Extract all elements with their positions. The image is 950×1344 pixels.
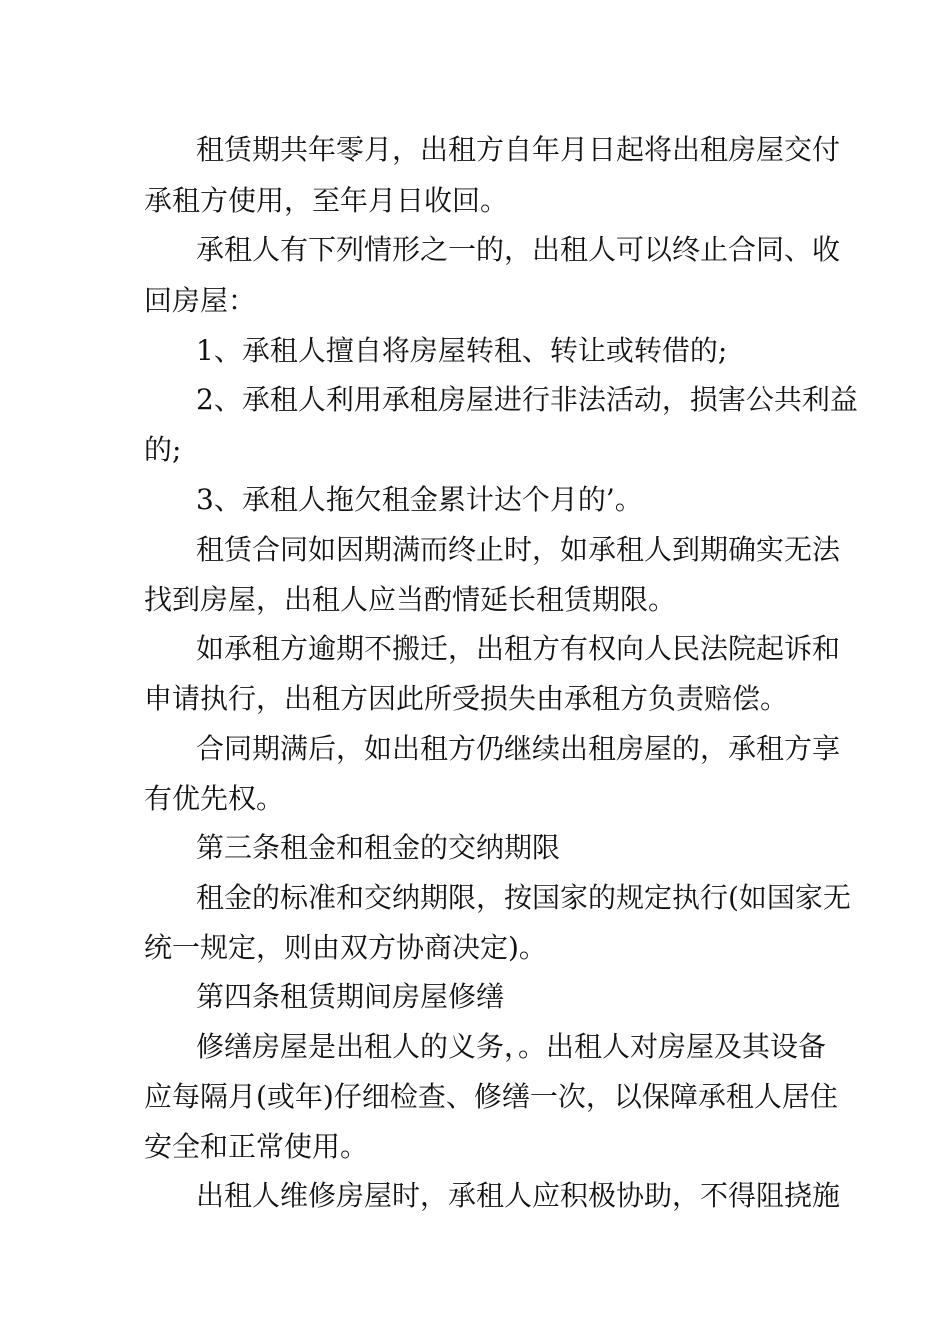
- paragraph-line: 安全和正常使用。: [144, 1130, 369, 1163]
- list-item: 3、承租人拖欠租金累计达个月的’。: [196, 483, 643, 516]
- paragraph-line: 应每隔月(或年)仔细检查、修缮一次，以保障承租人居住: [144, 1080, 838, 1113]
- paragraph-line: 有优先权。: [144, 782, 285, 815]
- paragraph-line: 统一规定，则由双方协商决定)。: [144, 931, 547, 964]
- section-heading: 第三条租金和租金的交纳期限: [196, 831, 561, 864]
- paragraph-line: 承租方使用，至年月日收回。: [144, 184, 509, 217]
- section-heading: 第四条租赁期间房屋修缮: [196, 980, 505, 1013]
- paragraph-line: 租金的标准和交纳期限，按国家的规定执行(如国家无: [196, 881, 851, 914]
- paragraph-line: 回房屋：: [144, 284, 257, 317]
- paragraph-line: 租赁合同如因期满而终止时，如承租人到期确实无法: [196, 533, 841, 566]
- paragraph-line: 租赁期共年零月，出租方自年月日起将出租房屋交付: [196, 133, 841, 166]
- list-item: 2、承租人利用承租房屋进行非法活动，损害公共利益: [196, 383, 858, 416]
- paragraph-line: 出租人维修房屋时，承租人应积极协助，不得阻挠施: [196, 1179, 841, 1212]
- paragraph-line: 修缮房屋是出租人的义务，。出租人对房屋及其设备: [196, 1030, 827, 1063]
- paragraph-line: 的;: [144, 433, 182, 466]
- paragraph-line: 合同期满后，如出租方仍继续出租房屋的，承租方享: [196, 732, 841, 765]
- paragraph-line: 找到房屋，出租人应当酌情延长租赁期限。: [144, 583, 677, 616]
- paragraph-line: 申请执行，出租方因此所受损失由承租方负责赔偿。: [144, 682, 789, 715]
- list-item: 1、承租人擅自将房屋转租、转让或转借的;: [196, 334, 728, 367]
- paragraph-line: 承租人有下列情形之一的，出租人可以终止合同、收: [196, 233, 841, 266]
- paragraph-line: 如承租方逾期不搬迁，出租方有权向人民法院起诉和: [196, 632, 841, 665]
